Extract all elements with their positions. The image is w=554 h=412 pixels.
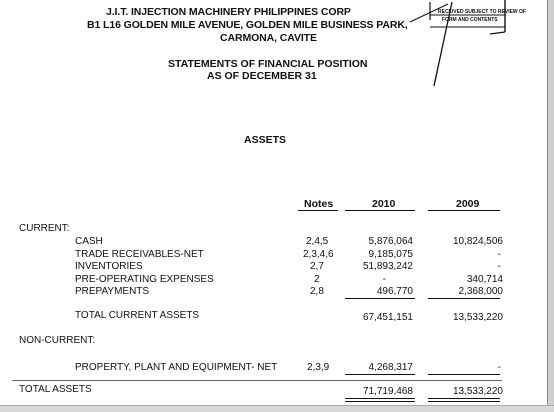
noncurrent-underline-2009 [428,374,500,375]
total-double-underline-2009-a [428,398,500,399]
row-value-2010: - [382,274,386,285]
subtotal-underline-2009 [428,298,500,299]
column-header-notes: Notes [304,198,334,210]
total-separator [12,380,502,381]
total-assets-label: TOTAL ASSETS [19,384,92,395]
total-current-assets-2009: 13,533,220 [452,312,503,323]
total-current-assets-2010: 67,451,151 [362,312,413,323]
row-value-2009: - [497,362,501,373]
company-city: CARMONA, CAVITE [220,32,317,44]
total-assets-2009: 13,533,220 [452,386,503,397]
stamp-line-2: FORM AND CONTENTS [442,17,498,23]
row-item: PRE-OPERATING EXPENSES [75,274,214,285]
total-double-underline-2009-b [428,401,500,402]
subtotal-underline-2010 [345,298,415,299]
viewer-right-border [547,0,554,411]
row-notes: 2,8 [310,286,324,297]
noncurrent-label: NON-CURRENT: [19,335,96,346]
stamp-line-1: RECEIVED SUBJECT TO REVIEW OF [438,9,526,15]
row-value-2010: 5,876,064 [368,236,413,247]
column-header-2009: 2009 [456,198,480,210]
row-item: TRADE RECEIVABLES-NET [75,249,204,260]
total-double-underline-2010-b [345,401,415,402]
noncurrent-underline-2010 [345,374,415,375]
row-notes: 2 [314,274,320,285]
row-item: PREPAYMENTS [75,286,150,297]
row-item: INVENTORIES [75,261,143,272]
total-current-assets-label: TOTAL CURRENT ASSETS [75,310,200,321]
row-notes: 2,7 [310,261,324,272]
current-label: CURRENT: [19,223,70,234]
statement-date: AS OF DECEMBER 31 [207,70,317,82]
row-notes: 2,3,9 [307,362,330,373]
row-value-2009: - [497,249,501,260]
total-assets-2010: 71,719,468 [362,386,413,397]
2009-header-underline [428,210,500,211]
row-value-2009: 340,714 [466,274,503,285]
row-value-2010: 9,185,075 [368,249,413,260]
row-notes: 2,4,5 [306,236,329,247]
row-item: PROPERTY, PLANT AND EQUIPMENT- NET [75,362,278,373]
statement-title: STATEMENTS OF FINANCIAL POSITION [168,58,368,70]
row-value-2009: 2,368,000 [458,286,503,297]
column-header-2010: 2010 [372,198,396,210]
row-value-2009: - [497,261,501,272]
company-address: B1 L16 GOLDEN MILE AVENUE, GOLDEN MILE BUSINESS PARK, [87,19,408,31]
row-value-2009: 10,824,506 [452,236,503,247]
row-value-2010: 4,268,317 [368,362,413,373]
row-notes: 2,3,4,6 [303,249,334,260]
company-name: J.I.T. INJECTION MACHINERY PHILIPPINES CORP [106,6,351,18]
row-value-2010: 496,770 [376,286,413,297]
notes-header-underline [298,210,338,211]
row-value-2010: 51,893,242 [362,261,413,272]
row-item: CASH [75,236,103,247]
section-title-assets: ASSETS [244,134,287,146]
2010-header-underline [345,210,415,211]
total-double-underline-2010-a [345,398,415,399]
